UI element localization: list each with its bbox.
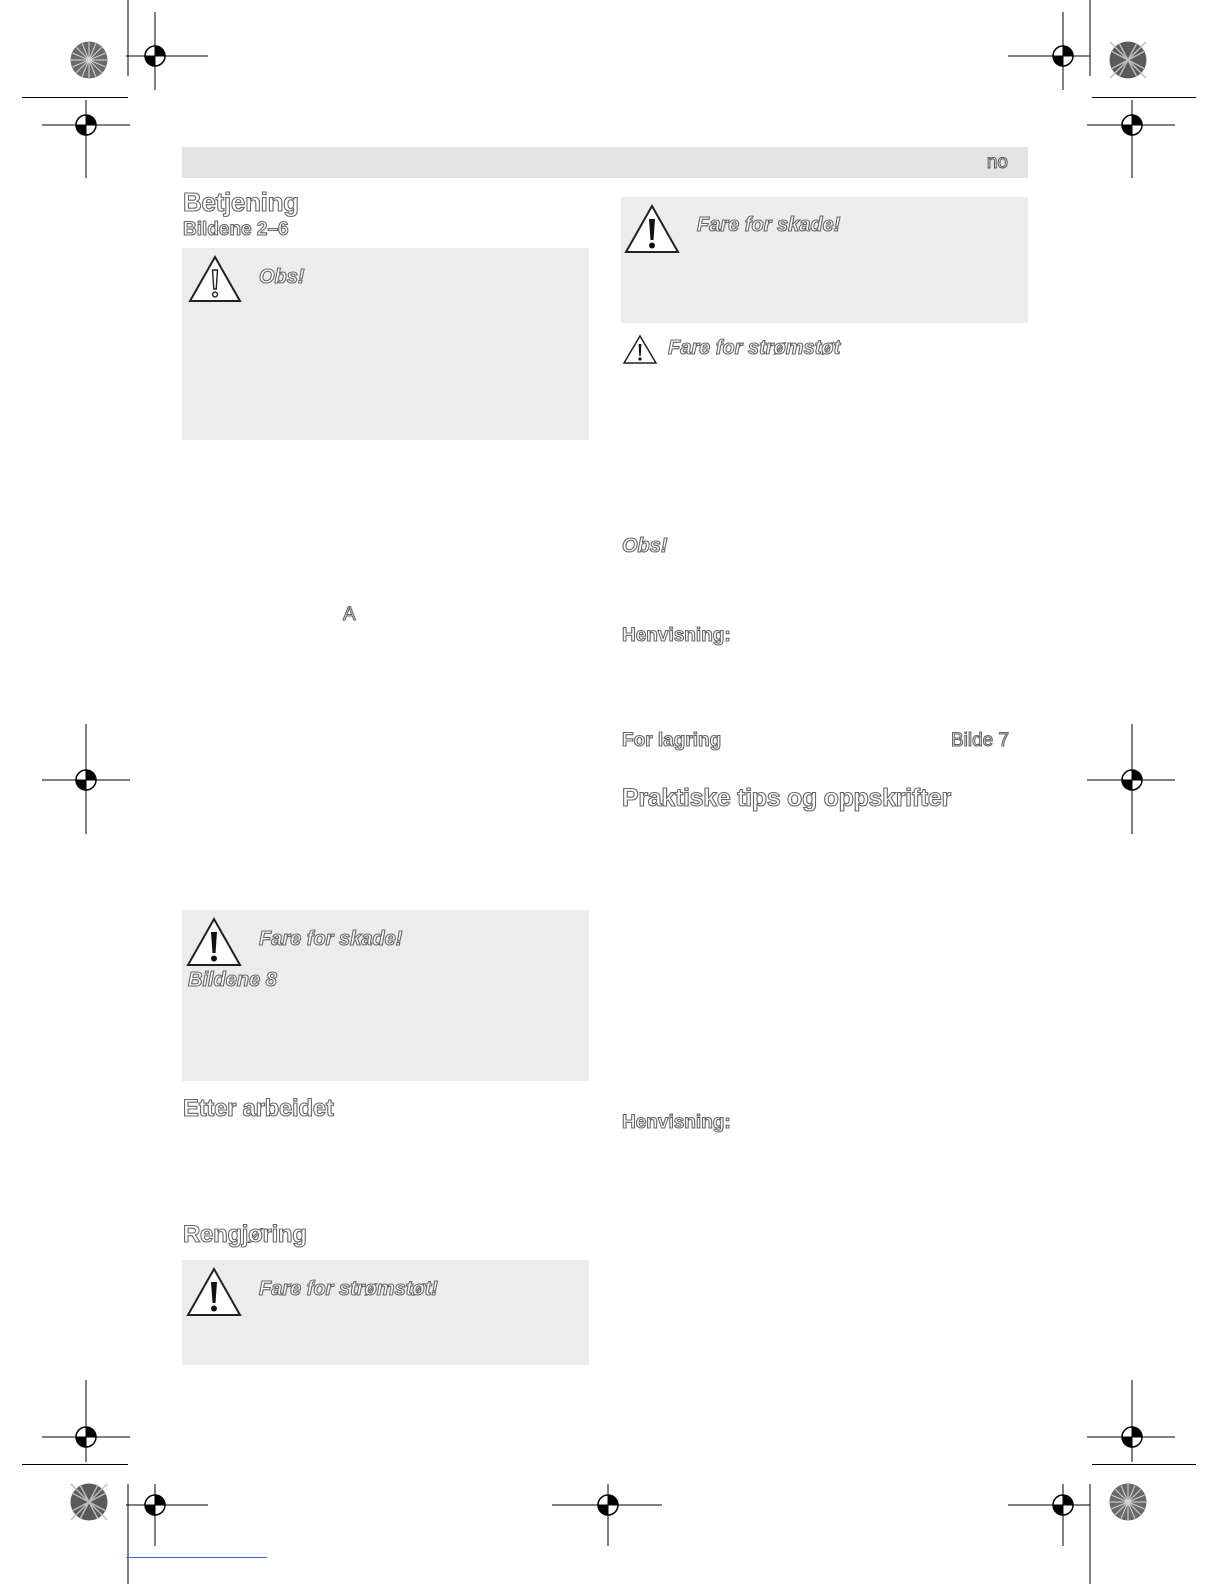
caution-box bbox=[182, 248, 589, 440]
caution-label-right: Obs! bbox=[622, 535, 668, 557]
injury-label: Fare for skade! bbox=[259, 928, 403, 950]
print-rosette-icon bbox=[1109, 41, 1147, 79]
section-title-after-work: Etter arbeidet bbox=[183, 1095, 334, 1122]
crop-line bbox=[1092, 97, 1196, 98]
note-label-2: Henvisning: bbox=[622, 1112, 731, 1133]
crop-line bbox=[22, 1464, 128, 1465]
section-title-operation: Betjening bbox=[183, 187, 299, 217]
note-label-1: Henvisning: bbox=[622, 625, 731, 646]
registration-mark-icon bbox=[1008, 1484, 1092, 1584]
caution-label: Obs! bbox=[259, 266, 305, 288]
shock-label-right: Fare for strømstøt bbox=[668, 337, 841, 359]
section-subtitle: Bildene 2–6 bbox=[183, 219, 289, 240]
registration-mark-icon bbox=[1087, 100, 1177, 180]
crop-line bbox=[22, 97, 128, 98]
section-title-cleaning: Rengjøring bbox=[183, 1221, 307, 1248]
warning-triangle-icon bbox=[185, 916, 243, 968]
print-rosette-icon bbox=[70, 41, 108, 79]
registration-mark-icon bbox=[1087, 724, 1177, 836]
print-rosette-icon bbox=[70, 1483, 108, 1521]
registration-mark-icon bbox=[42, 1380, 132, 1464]
section-title-tips: Praktiske tips og oppskrifter bbox=[622, 784, 951, 812]
shock-label: Fare for strømstøt! bbox=[259, 1278, 438, 1300]
injury-label-right: Fare for skade! bbox=[697, 214, 841, 236]
injury-warning-box-right bbox=[621, 197, 1028, 323]
shock-warning-box bbox=[182, 1260, 589, 1365]
registration-mark-icon bbox=[552, 1484, 664, 1548]
registration-mark-icon bbox=[126, 0, 210, 100]
header-bar bbox=[182, 147, 1028, 178]
injury-warning-box bbox=[182, 910, 589, 1081]
registration-mark-icon bbox=[42, 100, 132, 180]
registration-mark-icon bbox=[1087, 1380, 1177, 1464]
print-rosette-icon bbox=[1109, 1483, 1147, 1521]
warning-triangle-icon bbox=[187, 254, 243, 304]
registration-mark-icon bbox=[1008, 0, 1092, 100]
warning-triangle-icon bbox=[185, 1266, 243, 1318]
registration-mark-icon bbox=[42, 724, 132, 836]
storage-figure-ref: Bilde 7 bbox=[951, 730, 1010, 751]
figure-letter: A bbox=[343, 604, 356, 625]
language-code: no bbox=[986, 152, 1008, 173]
storage-label: For lagring bbox=[622, 730, 722, 751]
warning-triangle-icon bbox=[622, 334, 658, 365]
warning-triangle-icon bbox=[623, 203, 681, 255]
page-edge-line bbox=[126, 1557, 267, 1558]
crop-line bbox=[1092, 1464, 1196, 1465]
registration-mark-icon bbox=[126, 1484, 210, 1584]
injury-figure-ref: Bildene 8 bbox=[188, 969, 277, 991]
